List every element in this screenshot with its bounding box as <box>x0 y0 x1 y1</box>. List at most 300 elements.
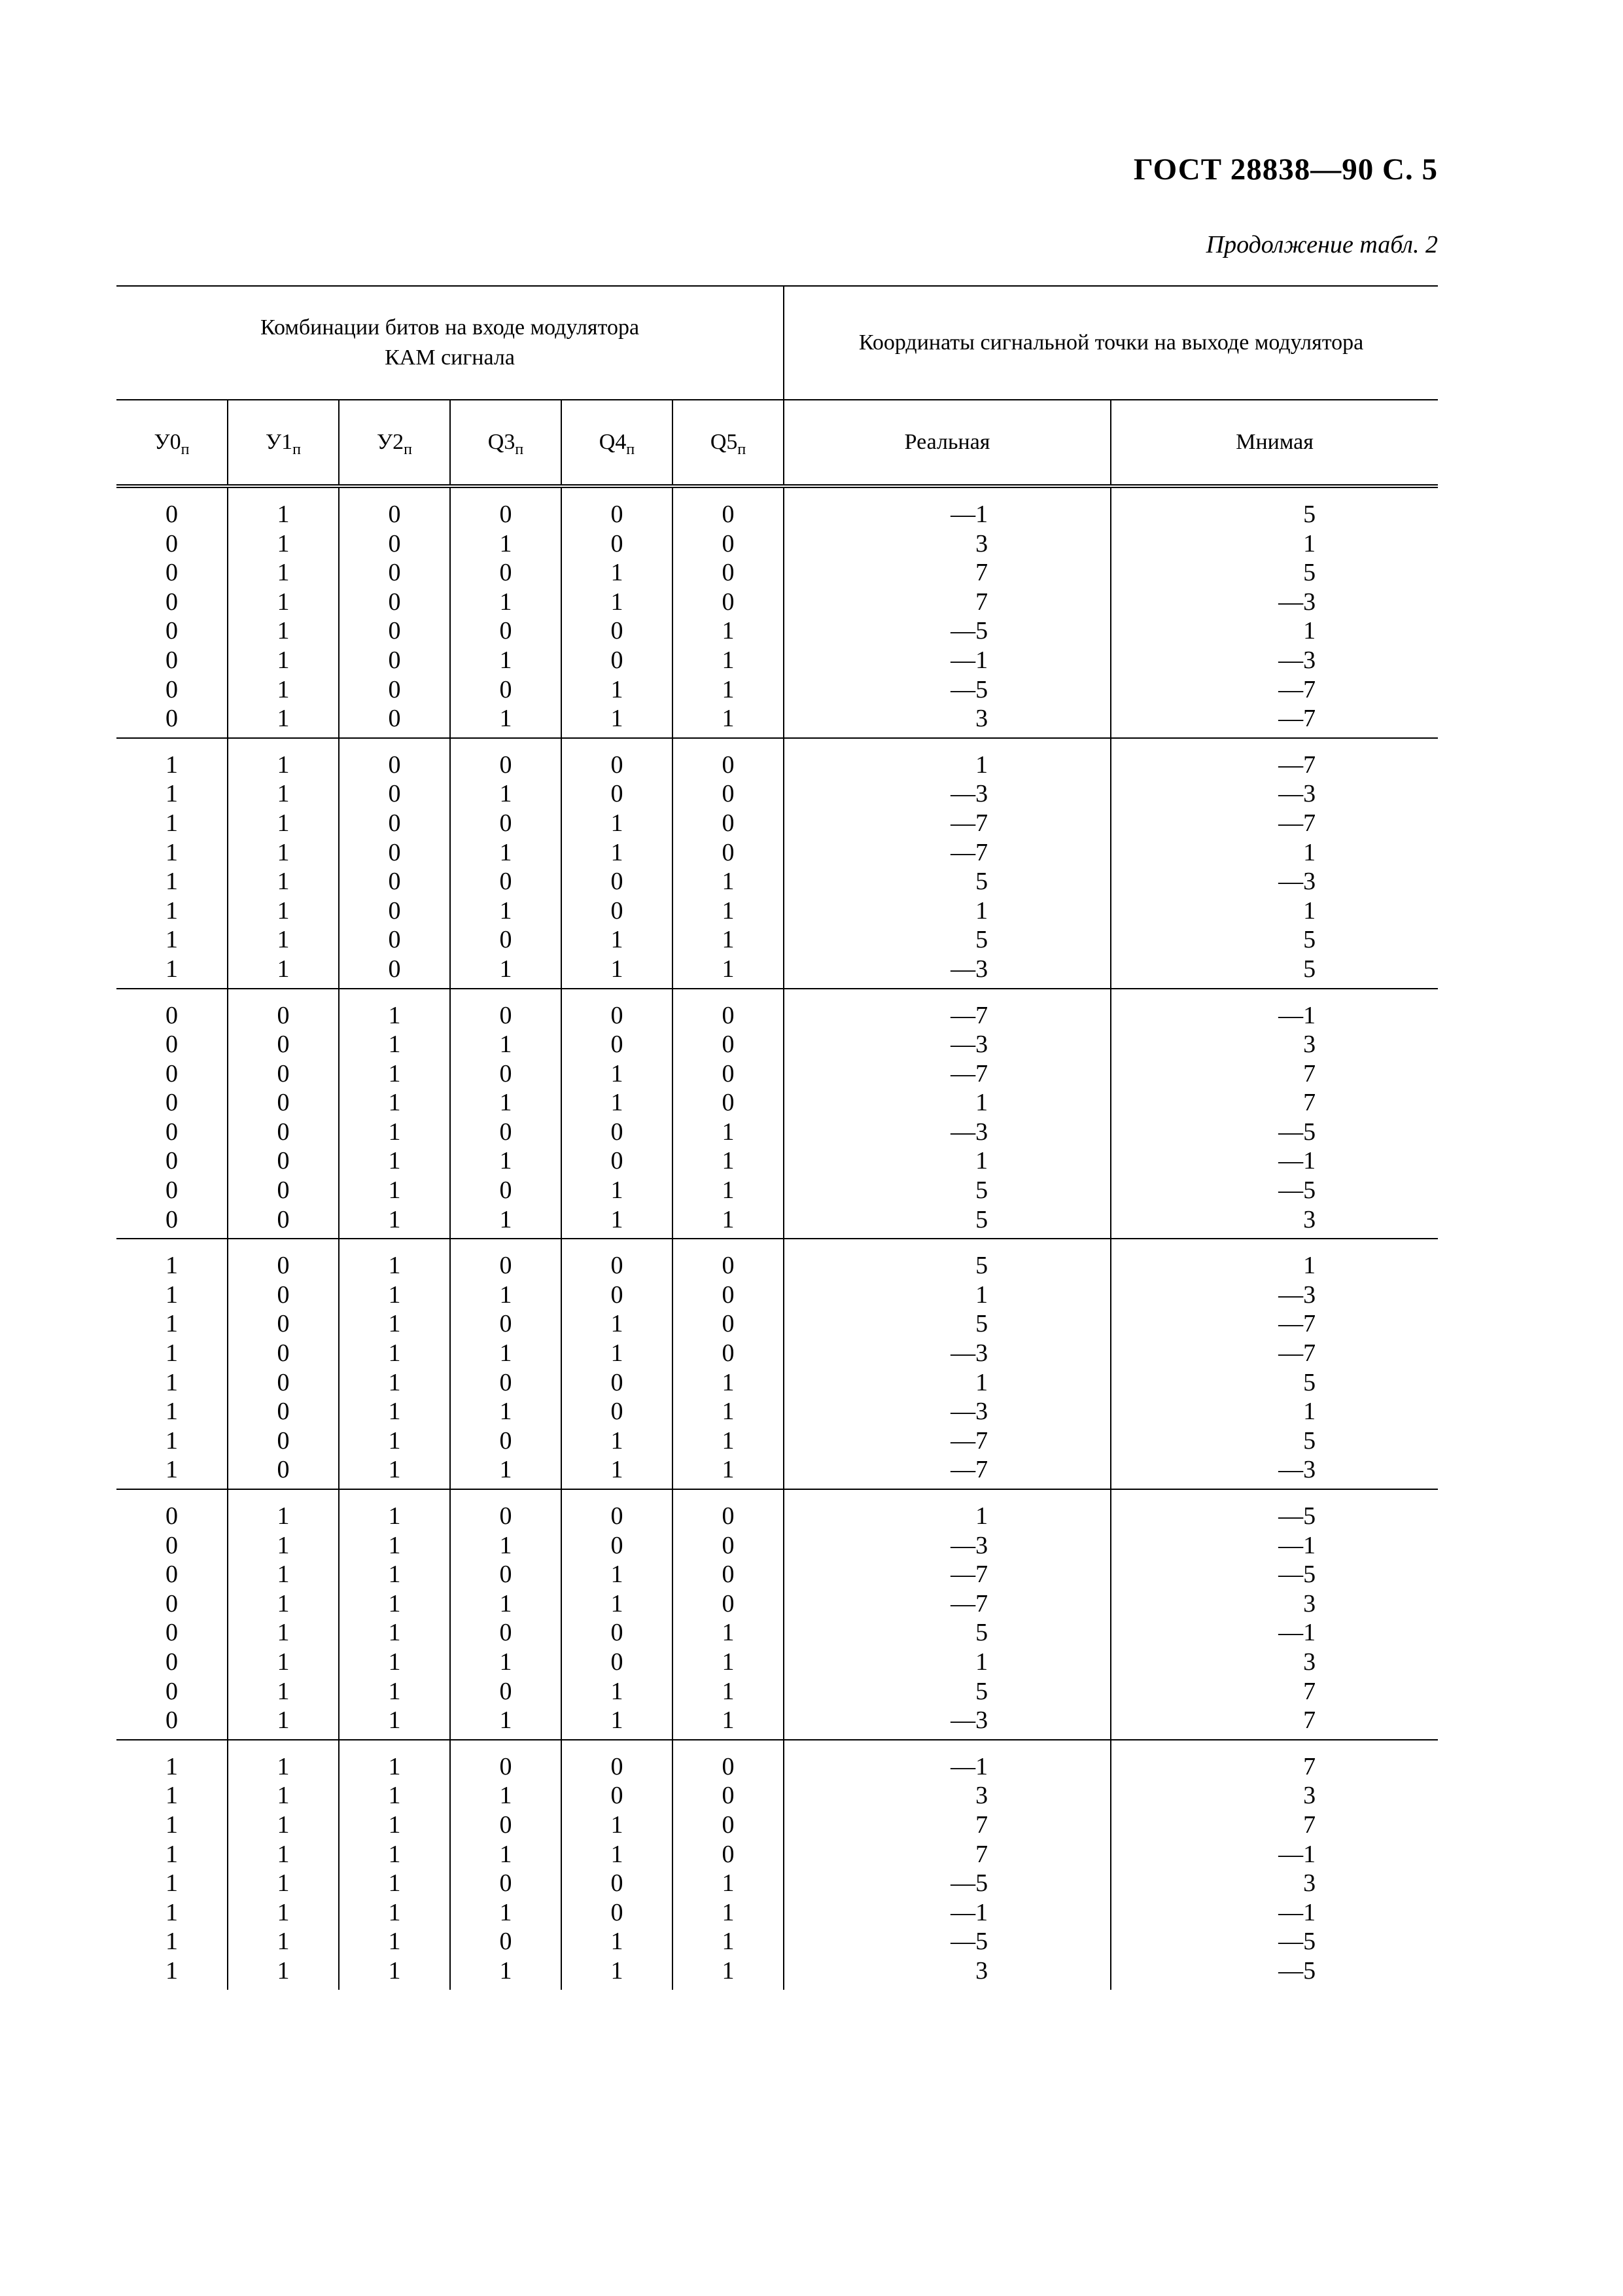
table-cell: 1 <box>722 1928 735 1956</box>
table-cell: 5 <box>1303 559 1316 587</box>
table-cell: 1 <box>388 1782 401 1810</box>
table-cell: 1 <box>277 838 290 866</box>
table-cell: 1 <box>388 1706 401 1735</box>
table-cell: —7 <box>1278 705 1316 733</box>
table-cell: 0 <box>166 646 178 674</box>
table-cell: 1 <box>499 1205 512 1233</box>
table-cell: 0 <box>499 1869 512 1898</box>
table-cell: —1 <box>1278 1531 1316 1559</box>
bit-column-cell <box>561 486 672 738</box>
table-cell: 5 <box>975 1205 988 1233</box>
bit-column-cell <box>450 989 561 1239</box>
table-cell: 0 <box>722 501 735 528</box>
table-cell: 1 <box>388 1752 401 1780</box>
bit-combination-table <box>116 285 1438 1990</box>
table-cell: 0 <box>388 751 401 779</box>
table-cell: 1 <box>277 1531 290 1559</box>
table-cell: 1 <box>277 809 290 837</box>
table-cell: 1 <box>277 955 290 983</box>
table-cell: 0 <box>722 809 735 837</box>
table-cell: 1 <box>388 1176 401 1205</box>
table-cell: 0 <box>166 1619 178 1647</box>
table-cell: 0 <box>722 780 735 808</box>
table-cell: 1 <box>722 1456 735 1484</box>
table-cell: 1 <box>166 751 178 779</box>
table-cell: —7 <box>951 809 988 837</box>
table-cell: —3 <box>1278 1280 1316 1309</box>
table-cell: —1 <box>951 646 988 674</box>
header-bit-combinations-line1: Комбинации битов на входе модулятора <box>260 315 640 340</box>
table-cell: 1 <box>610 1561 623 1589</box>
table-cell: 3 <box>975 1956 988 1985</box>
table-cell: 0 <box>499 1310 512 1338</box>
bit-column-cell <box>561 989 672 1239</box>
imag-column-cell <box>1111 989 1438 1239</box>
table-cell: 0 <box>610 868 623 896</box>
bit-column-cell <box>228 1489 339 1740</box>
bit-column-cell <box>672 486 784 738</box>
table-cell: 0 <box>388 705 401 733</box>
table-cell: 0 <box>166 1648 178 1676</box>
bit-column-cell <box>116 1239 228 1489</box>
table-cell: 1 <box>388 1619 401 1647</box>
table-cell: —3 <box>1278 1456 1316 1484</box>
table-cell: 1 <box>277 501 290 528</box>
table-cell: 0 <box>277 1001 290 1029</box>
table-cell: 0 <box>610 1398 623 1426</box>
table-cell: 0 <box>277 1176 290 1205</box>
table-cell: 0 <box>166 1059 178 1087</box>
table-cell: 0 <box>166 1706 178 1735</box>
column-header-label: Q4 <box>599 430 627 454</box>
table-cell: 1 <box>388 1502 401 1530</box>
table-cell: 1 <box>277 1561 290 1589</box>
table-cell: 0 <box>610 1619 623 1647</box>
table-cell: —7 <box>1278 1339 1316 1368</box>
table-cell: 1 <box>166 896 178 925</box>
table-cell: 1 <box>610 1677 623 1705</box>
table-cell: —3 <box>951 1118 988 1146</box>
column-header <box>228 400 339 486</box>
table-cell: —5 <box>1278 1928 1316 1956</box>
table-cell: —3 <box>951 1531 988 1559</box>
table-cell: 0 <box>166 1531 178 1559</box>
table-cell: 0 <box>499 1059 512 1087</box>
table-cell: 1 <box>722 646 735 674</box>
table-continuation-note: Продолжение табл. 2 <box>1206 231 1438 258</box>
table-cell: 1 <box>1303 1398 1316 1426</box>
table-cell: 1 <box>388 1426 401 1455</box>
table-cell: 0 <box>277 1456 290 1484</box>
table-cell: 1 <box>277 588 290 616</box>
table-cell: 1 <box>388 1531 401 1559</box>
table-cell: 1 <box>722 1147 735 1175</box>
table-cell: 1 <box>610 588 623 616</box>
table-cell: 0 <box>166 1561 178 1589</box>
table-cell: —1 <box>1278 1147 1316 1175</box>
column-header-subscript: п <box>404 441 412 458</box>
table-cell: 1 <box>722 1869 735 1898</box>
table-row-group <box>116 989 1438 1239</box>
table-cell: 3 <box>1303 1031 1316 1059</box>
table-cell: 1 <box>499 1956 512 1985</box>
bit-column-cell <box>116 989 228 1239</box>
column-header-label: Q5 <box>710 430 738 454</box>
table-cell: 1 <box>166 1782 178 1810</box>
table-cell: 0 <box>499 1368 512 1396</box>
table-cell: —3 <box>1278 868 1316 896</box>
table-cell: 1 <box>722 617 735 645</box>
table-cell: 0 <box>277 1089 290 1117</box>
table-cell: 1 <box>722 1898 735 1926</box>
table-cell: 0 <box>610 1147 623 1175</box>
table-cell: 1 <box>166 868 178 896</box>
bit-column-cell <box>672 989 784 1239</box>
bit-column-cell <box>228 989 339 1239</box>
table-cell: 1 <box>166 1956 178 1985</box>
table-cell: 1 <box>499 1089 512 1117</box>
table-cell: 5 <box>975 1677 988 1705</box>
table-cell: 1 <box>388 1368 401 1396</box>
bit-column-cell <box>339 1489 450 1740</box>
table-cell: 0 <box>722 751 735 779</box>
table-cell: 0 <box>499 1252 512 1280</box>
table-cell: 1 <box>722 1368 735 1396</box>
table-cell: 1 <box>499 1840 512 1868</box>
table-cell: 0 <box>610 1782 623 1810</box>
table-cell: 0 <box>166 1118 178 1146</box>
bit-column-cell <box>561 738 672 989</box>
table-cell: 1 <box>388 1280 401 1309</box>
bit-column-cell <box>339 1239 450 1489</box>
table-cell: 1 <box>388 1031 401 1059</box>
table-cell: —1 <box>1278 1898 1316 1926</box>
table-cell: 0 <box>722 1310 735 1338</box>
table-cell: 1 <box>166 1752 178 1780</box>
table-cell: —3 <box>1278 588 1316 616</box>
table-cell: 1 <box>722 1118 735 1146</box>
table-cell: 0 <box>166 588 178 616</box>
column-header-label: Q3 <box>487 430 515 454</box>
table-cell: 0 <box>722 1280 735 1309</box>
bit-column-cell <box>116 738 228 989</box>
column-header-subscript: п <box>181 441 190 458</box>
table-cell: 1 <box>388 1956 401 1985</box>
imag-column-cell <box>1111 1489 1438 1740</box>
table-cell: 0 <box>388 838 401 866</box>
table-cell: —7 <box>951 1426 988 1455</box>
table-cell: 0 <box>610 1869 623 1898</box>
table-cell: 1 <box>1303 838 1316 866</box>
table-cell: 1 <box>388 1810 401 1839</box>
document-number-header: ГОСТ 28838—90 С. 5 <box>1133 152 1438 186</box>
table-cell: 1 <box>166 926 178 954</box>
table-cell: 1 <box>166 809 178 837</box>
column-header <box>672 400 784 486</box>
table-cell: 1 <box>722 868 735 896</box>
table-cell: 1 <box>1303 617 1316 645</box>
table-cell: 0 <box>388 501 401 528</box>
table-row-group <box>116 1740 1438 1990</box>
table-cell: 1 <box>388 1252 401 1280</box>
table-cell: 1 <box>277 617 290 645</box>
real-column-cell <box>784 738 1111 989</box>
table-cell: 1 <box>610 1706 623 1735</box>
real-column-cell <box>784 989 1111 1239</box>
table-cell: 1 <box>388 1339 401 1368</box>
table-cell: 1 <box>277 751 290 779</box>
table-cell: 0 <box>499 1752 512 1780</box>
table-cell: 1 <box>166 1339 178 1368</box>
column-header-label: Реальная <box>904 430 990 454</box>
table-cell: 1 <box>610 838 623 866</box>
table-cell: 1 <box>277 1619 290 1647</box>
imag-column-cell <box>1111 486 1438 738</box>
table-cell: 5 <box>1303 501 1316 528</box>
table-cell: 7 <box>975 559 988 587</box>
table-cell: 0 <box>722 1589 735 1617</box>
table-cell: 3 <box>975 1782 988 1810</box>
table-cell: 0 <box>722 1089 735 1117</box>
table-cell: 1 <box>610 955 623 983</box>
table-cell: 1 <box>388 1589 401 1617</box>
table-cell: 1 <box>277 1677 290 1705</box>
table-cell: —7 <box>951 1561 988 1589</box>
table-cell: 1 <box>722 926 735 954</box>
table-cell: —5 <box>951 1928 988 1956</box>
imag-column-cell <box>1111 738 1438 989</box>
table-cell: 0 <box>610 1648 623 1676</box>
table-cell: 0 <box>166 1089 178 1117</box>
table-cell: 0 <box>166 1677 178 1705</box>
column-header <box>784 400 1111 486</box>
table-cell: —5 <box>1278 1956 1316 1985</box>
table-cell: 0 <box>722 588 735 616</box>
table-cell: 1 <box>277 1840 290 1868</box>
table-cell: 0 <box>499 868 512 896</box>
table-cell: 0 <box>166 1031 178 1059</box>
table-cell: 0 <box>610 1752 623 1780</box>
table-cell: 1 <box>610 1928 623 1956</box>
table-cell: 1 <box>388 1310 401 1338</box>
column-header-label: У1 <box>266 430 293 454</box>
bit-column-cell <box>116 486 228 738</box>
header-signal-coordinates: Координаты сигнальной точки на выходе модулятора <box>784 286 1438 400</box>
bit-column-cell <box>672 1239 784 1489</box>
table-cell: 1 <box>610 705 623 733</box>
table-cell: 1 <box>975 1648 988 1676</box>
table-cell: 0 <box>166 529 178 557</box>
table-cell: 0 <box>499 1561 512 1589</box>
bit-column-cell <box>339 486 450 738</box>
table-cell: 1 <box>722 1426 735 1455</box>
table-cell: 0 <box>610 751 623 779</box>
table-cell: 0 <box>277 1398 290 1426</box>
table-cell: —1 <box>1278 1619 1316 1647</box>
table-cell: 1 <box>277 1589 290 1617</box>
table-cell: 5 <box>975 1619 988 1647</box>
column-header <box>1111 400 1438 486</box>
table-cell: 5 <box>1303 955 1316 983</box>
table-cell: 1 <box>277 1648 290 1676</box>
table-cell: 1 <box>499 896 512 925</box>
table-cell: —1 <box>951 501 988 528</box>
table-cell: 1 <box>499 838 512 866</box>
table-cell: 1 <box>610 1205 623 1233</box>
table-cell: —1 <box>951 1898 988 1926</box>
table-cell: 1 <box>277 1869 290 1898</box>
table-cell: —3 <box>1278 646 1316 674</box>
table-cell: 0 <box>722 1502 735 1530</box>
table-cell: 0 <box>499 1928 512 1956</box>
table-cell: 0 <box>277 1147 290 1175</box>
table-cell: 0 <box>610 1502 623 1530</box>
table-cell: 1 <box>388 1677 401 1705</box>
table-cell: 1 <box>975 1089 988 1117</box>
table-cell: —1 <box>1278 1840 1316 1868</box>
table-cell: —7 <box>951 838 988 866</box>
table-cell: 1 <box>610 1426 623 1455</box>
bit-column-cell <box>339 989 450 1239</box>
table-cell: 1 <box>722 1648 735 1676</box>
table-cell: 1 <box>277 1706 290 1735</box>
table-cell: 1 <box>499 1898 512 1926</box>
table-cell: 1 <box>499 1339 512 1368</box>
table-cell: 1 <box>166 1898 178 1926</box>
table-cell: —7 <box>951 1456 988 1484</box>
table-cell: —5 <box>1278 1502 1316 1530</box>
table-cell: 1 <box>975 1147 988 1175</box>
table-cell: 7 <box>1303 1089 1316 1117</box>
table-cell: 1 <box>722 1677 735 1705</box>
table-cell: 0 <box>499 1426 512 1455</box>
table-cell: 0 <box>499 1810 512 1839</box>
table-cell: 1 <box>610 1456 623 1484</box>
table-cell: 1 <box>975 1502 988 1530</box>
table-cell: 1 <box>166 1456 178 1484</box>
table-cell: 0 <box>388 675 401 703</box>
table-cell: 1 <box>388 1561 401 1589</box>
column-header <box>116 400 228 486</box>
table-cell: 1 <box>499 529 512 557</box>
table-cell: 1 <box>166 1810 178 1839</box>
table-cell: 0 <box>722 1840 735 1868</box>
table-cell: 1 <box>610 1339 623 1368</box>
table-cell: —7 <box>1278 751 1316 779</box>
bit-column-cell <box>450 1489 561 1740</box>
table-cell: 1 <box>722 1706 735 1735</box>
table-cell: 1 <box>1303 1252 1316 1280</box>
table-cell: 1 <box>499 1031 512 1059</box>
table-cell: 0 <box>610 1368 623 1396</box>
table-cell: 1 <box>277 705 290 733</box>
table-cell: 1 <box>277 675 290 703</box>
table-cell: 1 <box>499 1147 512 1175</box>
table-cell: 1 <box>610 1089 623 1117</box>
table-cell: 1 <box>975 1368 988 1396</box>
column-header-subscript: п <box>515 441 524 458</box>
table-cell: 1 <box>722 1398 735 1426</box>
table-cell: 3 <box>1303 1589 1316 1617</box>
table-cell: 0 <box>277 1252 290 1280</box>
table-cell: 0 <box>610 646 623 674</box>
table-cell: 3 <box>1303 1782 1316 1810</box>
table-cell: 1 <box>166 1310 178 1338</box>
table-cell: 0 <box>722 838 735 866</box>
table-cell: 0 <box>610 1898 623 1926</box>
real-column-cell <box>784 1489 1111 1740</box>
table-cell: 1 <box>499 780 512 808</box>
table-cell: 1 <box>1303 529 1316 557</box>
table-cell: 7 <box>1303 1706 1316 1735</box>
table-cell: 1 <box>610 1176 623 1205</box>
table-cell: 1 <box>722 955 735 983</box>
table-cell: 0 <box>388 896 401 925</box>
table-cell: —5 <box>1278 1176 1316 1205</box>
table-cell: 7 <box>975 1810 988 1839</box>
real-column-cell <box>784 1740 1111 1990</box>
table-cell: 1 <box>610 675 623 703</box>
table-cell: 1 <box>610 1840 623 1868</box>
table-cell: 1 <box>722 1176 735 1205</box>
table-cell: 0 <box>722 1059 735 1087</box>
table-cell: 5 <box>975 1252 988 1280</box>
table-cell: 0 <box>610 1118 623 1146</box>
column-header-subscript: п <box>737 441 746 458</box>
imag-column-cell <box>1111 1239 1438 1489</box>
table-cell: 1 <box>610 809 623 837</box>
table-cell: 1 <box>499 1456 512 1484</box>
table-cell: 5 <box>1303 1368 1316 1396</box>
table-cell: 3 <box>975 529 988 557</box>
table-cell: 0 <box>722 1252 735 1280</box>
bit-column-cell <box>561 1239 672 1489</box>
table-cell: —7 <box>951 1059 988 1087</box>
table-cell: 0 <box>166 705 178 733</box>
header-bit-combinations <box>116 286 784 400</box>
table-cell: 1 <box>499 1280 512 1309</box>
table-cell: —3 <box>951 1339 988 1368</box>
table-cell: 5 <box>975 1310 988 1338</box>
bit-column-cell <box>339 1740 450 1990</box>
table-cell: 1 <box>610 559 623 587</box>
table-cell: 0 <box>388 780 401 808</box>
table-cell: 1 <box>388 1205 401 1233</box>
table-cell: 1 <box>277 529 290 557</box>
real-column-cell <box>784 1239 1111 1489</box>
table-cell: 0 <box>722 1810 735 1839</box>
table-cell: 1 <box>388 1898 401 1926</box>
table-cell: 0 <box>388 646 401 674</box>
table-cell: 0 <box>722 529 735 557</box>
table-cell: 1 <box>277 896 290 925</box>
table-cell: 0 <box>499 617 512 645</box>
table-cell: 0 <box>166 559 178 587</box>
table-row-group <box>116 738 1438 989</box>
table-cell: —5 <box>1278 1118 1316 1146</box>
table-cell: 0 <box>722 1561 735 1589</box>
table-row-group <box>116 1489 1438 1740</box>
bit-column-cell <box>672 738 784 989</box>
table-cell: 1 <box>499 1589 512 1617</box>
table-cell: 1 <box>277 868 290 896</box>
table-cell: 0 <box>277 1310 290 1338</box>
table-cell: —3 <box>1278 780 1316 808</box>
table-cell: 1 <box>499 1531 512 1559</box>
table-cell: 1 <box>166 838 178 866</box>
imag-column-cell <box>1111 1740 1438 1990</box>
table-cell: 0 <box>166 1205 178 1233</box>
